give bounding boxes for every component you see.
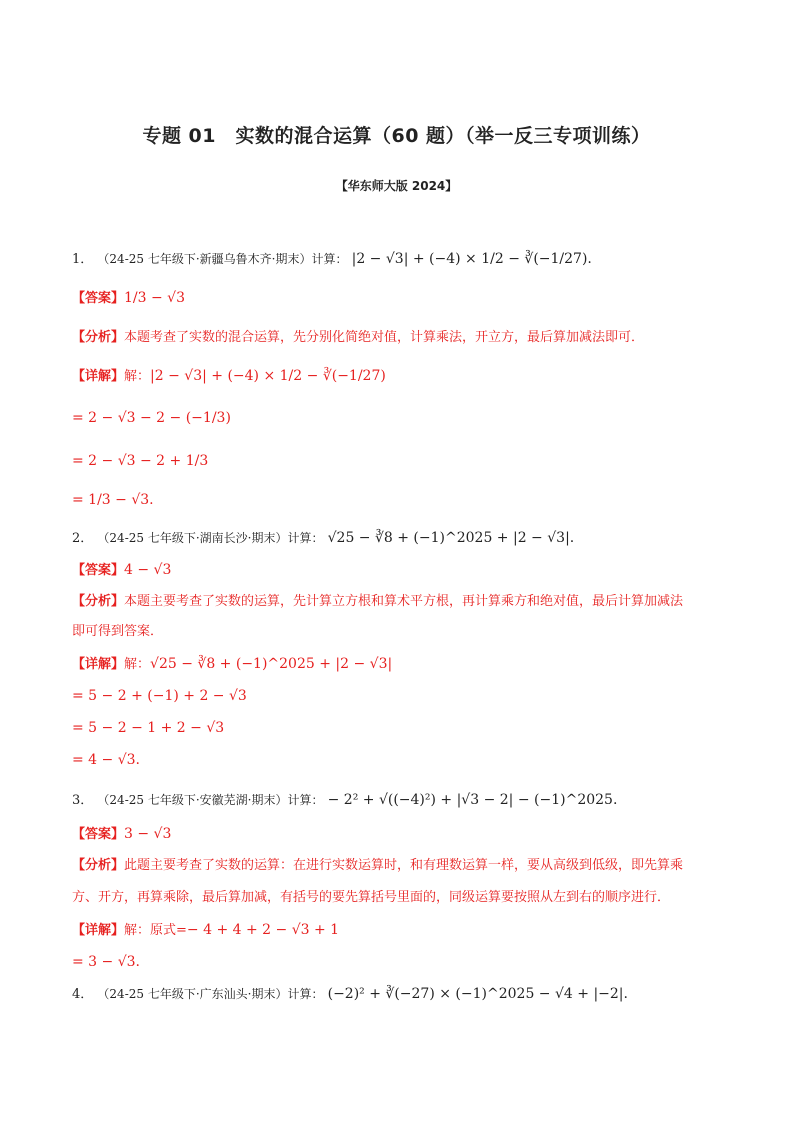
analysis-2-cont: 即可得到答案． xyxy=(72,624,164,639)
analysis-3 xyxy=(72,856,683,876)
problem-number: 2． xyxy=(72,531,94,546)
analysis-label: 【分析】 xyxy=(72,330,125,345)
problem-3 xyxy=(72,790,617,811)
detail-first: − 4 + 4 + 2 − √3 + 1 xyxy=(186,922,340,938)
problem-2 xyxy=(72,528,574,549)
page-title: 专题 01 实数的混合运算（60 题）（举一反三专项训练） xyxy=(142,125,651,147)
problem-number: 1． xyxy=(72,252,94,267)
detail-prefix: 解： xyxy=(124,369,151,384)
detail-1 xyxy=(72,366,386,387)
edition-label: 【华东师大版 2024】 xyxy=(335,179,458,193)
step-1-3: = 1/3 − √3. xyxy=(72,492,154,508)
analysis-3-cont: 方、开方，再算乘除，最后算加减，有括号的要先算括号里面的，同级运算要按照从左到右的顺序进行． xyxy=(72,890,671,905)
answer-label: 【答案】 xyxy=(72,563,125,578)
detail-label: 【详解】 xyxy=(72,923,125,938)
step-2-1: = 5 − 2 + (−1) + 2 − √3 xyxy=(72,688,247,704)
problem-expression: |2 − √3| + (−4) × 1/2 − ∛(−1/27). xyxy=(351,251,592,267)
problem-source: （24-25 七年级下·安徽芜湖·期末）计算： xyxy=(97,793,324,807)
detail-prefix: 解： xyxy=(124,657,151,672)
detail-3 xyxy=(72,920,339,941)
detail-label: 【详解】 xyxy=(72,657,125,672)
answer-1 xyxy=(72,288,185,309)
answer-value: 3 − √3 xyxy=(124,826,172,842)
detail-first: √25 − ∛8 + (−1)^2025 + |2 − √3| xyxy=(150,656,393,672)
analysis-text: 本题主要考查了实数的运算，先计算立方根和算术平方根，再计算乘方和绝对值，最后计算加减法 xyxy=(124,594,684,609)
problem-1 xyxy=(72,249,592,270)
detail-2 xyxy=(72,654,392,675)
problem-4 xyxy=(72,984,628,1005)
step-1-2: = 2 − √3 − 2 + 1/3 xyxy=(72,453,209,469)
analysis-2 xyxy=(72,592,683,612)
answer-value: 1/3 − √3 xyxy=(124,290,186,306)
problem-number: 4． xyxy=(72,987,94,1002)
step-2-3: = 4 − √3. xyxy=(72,752,140,768)
problem-expression: (−2)² + ∛(−27) × (−1)^2025 − √4 + |−2|. xyxy=(327,986,628,1002)
problem-source: （24-25 七年级下·新疆乌鲁木齐·期末）计算： xyxy=(97,252,348,266)
analysis-text: 此题主要考查了实数的运算：在进行实数运算时，和有理数运算一样，要从高级到低级，即先算乘 xyxy=(124,858,684,873)
analysis-label: 【分析】 xyxy=(72,594,125,609)
answer-3 xyxy=(72,824,171,845)
step-3-1: = 3 − √3. xyxy=(72,954,140,970)
problem-expression: − 2² + √((−4)²) + |√3 − 2| − (−1)^2025. xyxy=(327,792,618,808)
detail-label: 【详解】 xyxy=(72,369,125,384)
answer-label: 【答案】 xyxy=(72,291,125,306)
analysis-1 xyxy=(72,328,644,348)
problem-expression: √25 − ∛8 + (−1)^2025 + |2 − √3|. xyxy=(327,530,575,546)
step-2-2: = 5 − 2 − 1 + 2 − √3 xyxy=(72,720,225,736)
analysis-text: 本题考查了实数的混合运算，先分别化简绝对值，计算乘法，开立方，最后算加减法即可． xyxy=(124,330,645,345)
problem-source: （24-25 七年级下·湖南长沙·期末）计算： xyxy=(97,531,324,545)
problem-source: （24-25 七年级下·广东汕头·期末）计算： xyxy=(97,987,324,1001)
answer-label: 【答案】 xyxy=(72,827,125,842)
problem-number: 3． xyxy=(72,793,94,808)
analysis-label: 【分析】 xyxy=(72,858,125,873)
answer-2 xyxy=(72,560,171,581)
answer-value: 4 − √3 xyxy=(124,562,172,578)
detail-first: |2 − √3| + (−4) × 1/2 − ∛(−1/27) xyxy=(150,368,386,384)
detail-prefix: 解：原式= xyxy=(124,923,187,938)
step-1-1: = 2 − √3 − 2 − (−1/3) xyxy=(72,410,231,426)
